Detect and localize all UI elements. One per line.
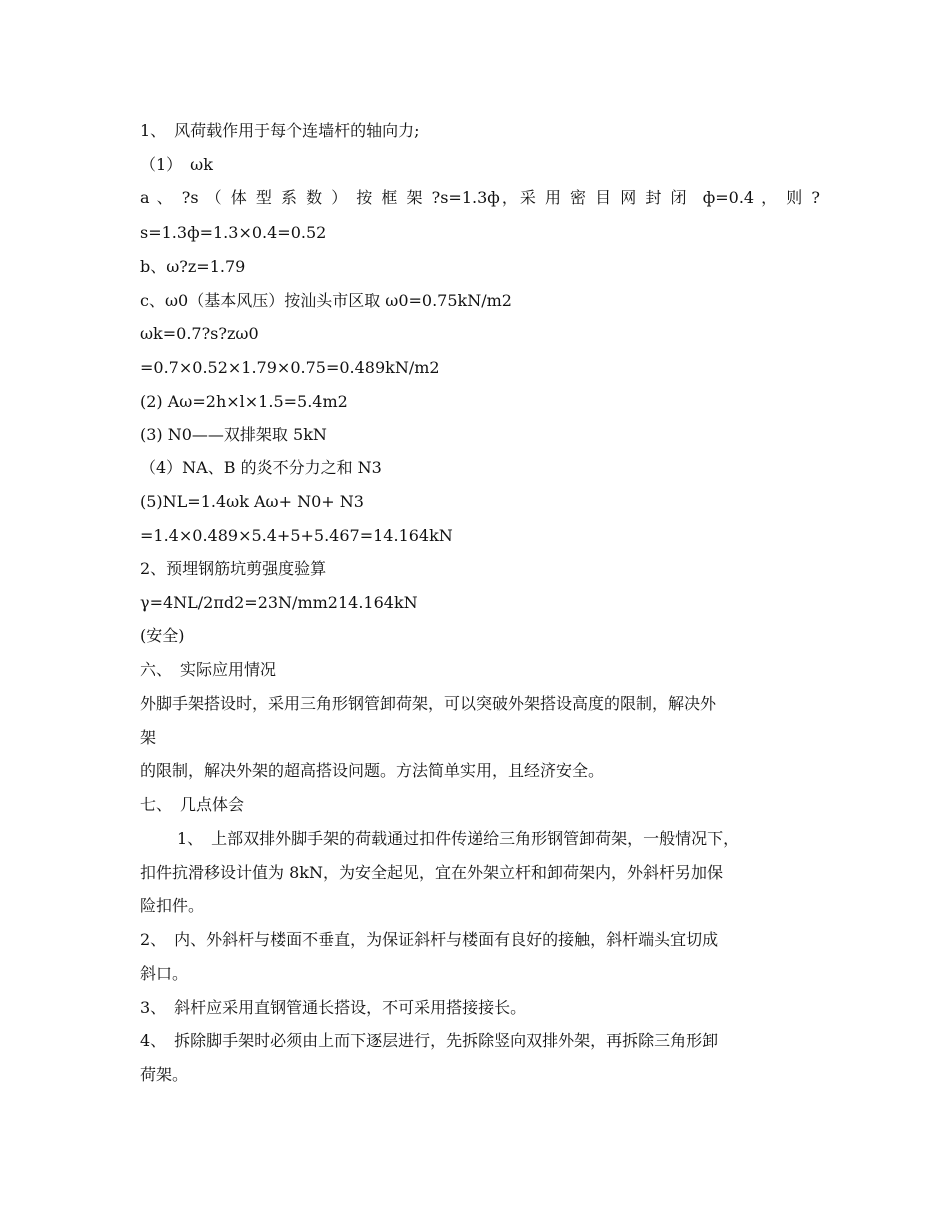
- text-line: 3、 斜杆应采用直钢管通长搭设，不可采用搭接接长。: [140, 998, 527, 1017]
- text-line: (2) Aω=2h×l×1.5=5.4m2: [140, 392, 348, 411]
- text-line: 1、 风荷载作用于每个连墙杆的轴向力;: [140, 121, 420, 140]
- text-line: （1） ωk: [140, 155, 213, 174]
- text-line: （4）NA、B 的炎不分力之和 N3: [140, 458, 382, 477]
- text-line: =0.7×0.52×1.79×0.75=0.489kN/m2: [140, 358, 440, 377]
- text-line: 斜口。: [140, 964, 189, 983]
- text-line: 架: [140, 728, 157, 747]
- text-line: (安全): [140, 626, 185, 645]
- text-line: 扣件抗滑移设计值为 8kN，为安全起见，宜在外架立杆和卸荷架内，外斜杆另加保: [140, 863, 723, 882]
- text-line: (5)NL=1.4ωk Aω+ N0+ N3: [140, 492, 364, 511]
- text-line: c、ω0（基本风压）按汕头市区取 ω0=0.75kN/m2: [140, 291, 512, 310]
- text-line: 险扣件。: [140, 896, 205, 915]
- text-line: =1.4×0.489×5.4+5+5.467=14.164kN: [140, 526, 453, 545]
- text-line: ωk=0.7?s?zω0: [140, 324, 259, 343]
- section-heading: 六、 实际应用情况: [140, 660, 277, 679]
- text-line: s=1.3ф=1.3×0.4=0.52: [140, 223, 327, 242]
- text-line: 4、 拆除脚手架时必须由上而下逐层进行，先拆除竖向双排外架，再拆除三角形卸: [140, 1031, 719, 1050]
- section-heading: 七、 几点体会: [140, 795, 245, 814]
- text-line: 的限制，解决外架的超高搭设问题。方法简单实用，且经济安全。: [140, 761, 605, 780]
- text-line: 1、 上部双排外脚手架的荷载通过扣件传递给三角形钢管卸荷架，一般情况下，: [177, 829, 740, 848]
- text-line: 2、 内、外斜杆与楼面不垂直，为保证斜杆与楼面有良好的接触，斜杆端头宜切成: [140, 930, 719, 949]
- text-line: γ=4NL/2πd2=23N/mm214.164kN: [140, 593, 418, 612]
- text-line: a 、 ?s （ 体 型 系 数 ） 按 框 架 ?s=1.3ф，采 用 密 目 网 封 闭 ф=0.4 ， 则 ?: [140, 188, 820, 207]
- text-line: 2、预埋钢筋坑剪强度验算: [140, 559, 327, 578]
- text-line: (3) N0——双排架取 5kN: [140, 425, 327, 444]
- text-line: 荷架。: [140, 1065, 189, 1084]
- text-line: b、ω?z=1.79: [140, 257, 246, 276]
- text-line: 外脚手架搭设时，采用三角形钢管卸荷架，可以突破外架搭设高度的限制，解决外: [140, 694, 717, 713]
